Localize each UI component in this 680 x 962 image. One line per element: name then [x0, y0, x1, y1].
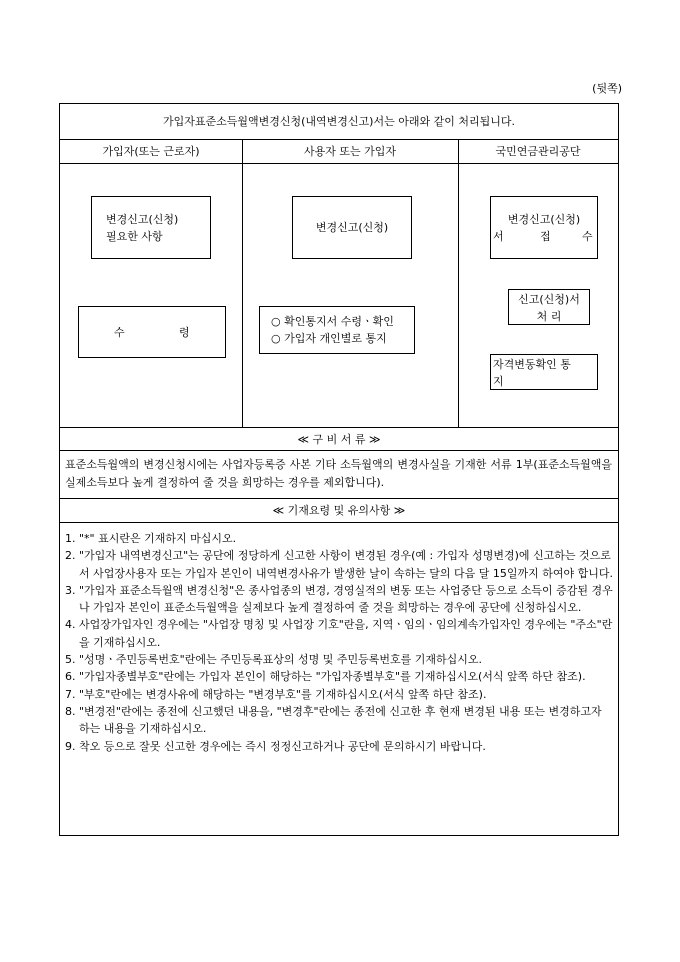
flow-box-status-notice [490, 354, 598, 390]
column-header-subscriber: 가입자(또는 근로자) [102, 145, 200, 158]
flow-box-text: ○ 확인통지서 수령ㆍ확인 [271, 315, 394, 328]
required-docs-text: 표준소득월액의 변경신청시에는 사업자등록증 사본 기타 소득월액의 변경사실을 기재한 서류 1부(표준소득월액을 실제소득보다 높게 결정하여 줄 것을 희망하는 경우를 제외합니다). [60, 451, 618, 499]
note-item: 1. "*" 표시란은 기재하지 마십시오. [65, 532, 237, 545]
note-item: 9. 착오 등으로 잘못 신고한 경우에는 즉시 정정신고하거나 공단에 문의하시기 바랍니다. [65, 739, 486, 753]
column-header-employer: 사용자 또는 가입자 [303, 145, 396, 158]
required-docs-title: ≪ 구 비 서 류 ≫ [60, 428, 618, 451]
flow-box-submission-receipt [490, 196, 598, 259]
page-side-label: (뒷쪽) [592, 82, 622, 95]
note-item: 3. "가입자 표준소득월액 변경신청"은 종사업종의 변경, 경영실적의 변동 또는 사업중단 등으로 소득이 증감된 경우나 가입자 본인이 표준소득월액을 실제보다 높게 결정하여 줄 것을 희망하는 경우에 공단에 신청하십시오. [65, 583, 613, 615]
column-header-row [60, 140, 618, 164]
flow-box-change-request: 변경신고(신청) [292, 196, 412, 259]
flow-box-text: 접 [540, 230, 551, 243]
note-item: 5. "성명ㆍ주민등록번호"란에는 주민등록표상의 성명 및 주민등록번호를 기재하십시오. [65, 653, 482, 667]
flow-box-text: 서 [493, 230, 504, 243]
flow-box-receive [78, 306, 226, 358]
flow-box-processing [508, 289, 590, 325]
note-item: 4. 사업장가입자인 경우에는 "사업장 명칭 및 사업장 기호"란을, 지역ㆍ임의ㆍ임의계속가입자인 경우에는 "주소"란을 기재하십시오. [65, 618, 613, 649]
flow-box-text: 변경신고(신청) [507, 213, 581, 226]
flow-box-text-row [491, 228, 597, 245]
processing-form [59, 103, 619, 836]
flow-box-confirmation-notice [259, 306, 415, 354]
flow-box-text: 처 리 [536, 310, 562, 323]
flow-box-text: 령 [179, 326, 190, 339]
note-item: 7. "부호"란에는 변경사유에 해당하는 "변경부호"를 기재하십시오(서식 앞쪽 하단 참조). [65, 687, 487, 701]
flow-box-text: 신고(신청)서 [518, 293, 580, 306]
flow-box-text: 변경신고(신청) [106, 213, 179, 226]
flow-box-change-request-items [91, 196, 211, 259]
notes-title: ≪ 기재요령 및 유의사항 ≫ [60, 499, 618, 523]
form-header: 가입자표준소득월액변경신청(내역변경신고)서는 아래와 같이 처리됩니다. [60, 104, 618, 140]
flow-box-text: 수 [114, 326, 125, 339]
notes-list [65, 530, 615, 755]
flow-box-text: 수 [582, 230, 593, 243]
note-item: 2. "가입자 내역변경신고"는 공단에 정당하게 신고한 사항이 변경된 경우(예 : 가입자 성명변경)에 신고하는 것으로서 사업장사용자 또는 가입자 본인이 내역변경사유가 발생한 날이 속하는 달의 다음 달 15일까지 하여야 합니다. [65, 549, 613, 580]
note-item: 8. "변경전"란에는 종전에 신고했던 내용을, "변경후"란에는 종전에 신고한 후 현재 변경된 내용 또는 변경하고자 하는 내용을 기재하십시오. [65, 704, 602, 736]
note-item: 6. "가입자종별부호"란에는 가입자 본인이 해당하는 "가입자종별부호"를 기재하십시오(서식 앞쪽 하단 참조). [65, 670, 586, 684]
column-header-agency: 국민연금관리공단 [495, 145, 581, 158]
flow-box-text: ○ 가입자 개인별로 통지 [271, 332, 387, 345]
flow-box-text: 자격변동확인 통 [493, 358, 571, 371]
flow-box-text: 필요한 사항 [106, 230, 163, 243]
flow-box-text: 지 [493, 375, 504, 388]
